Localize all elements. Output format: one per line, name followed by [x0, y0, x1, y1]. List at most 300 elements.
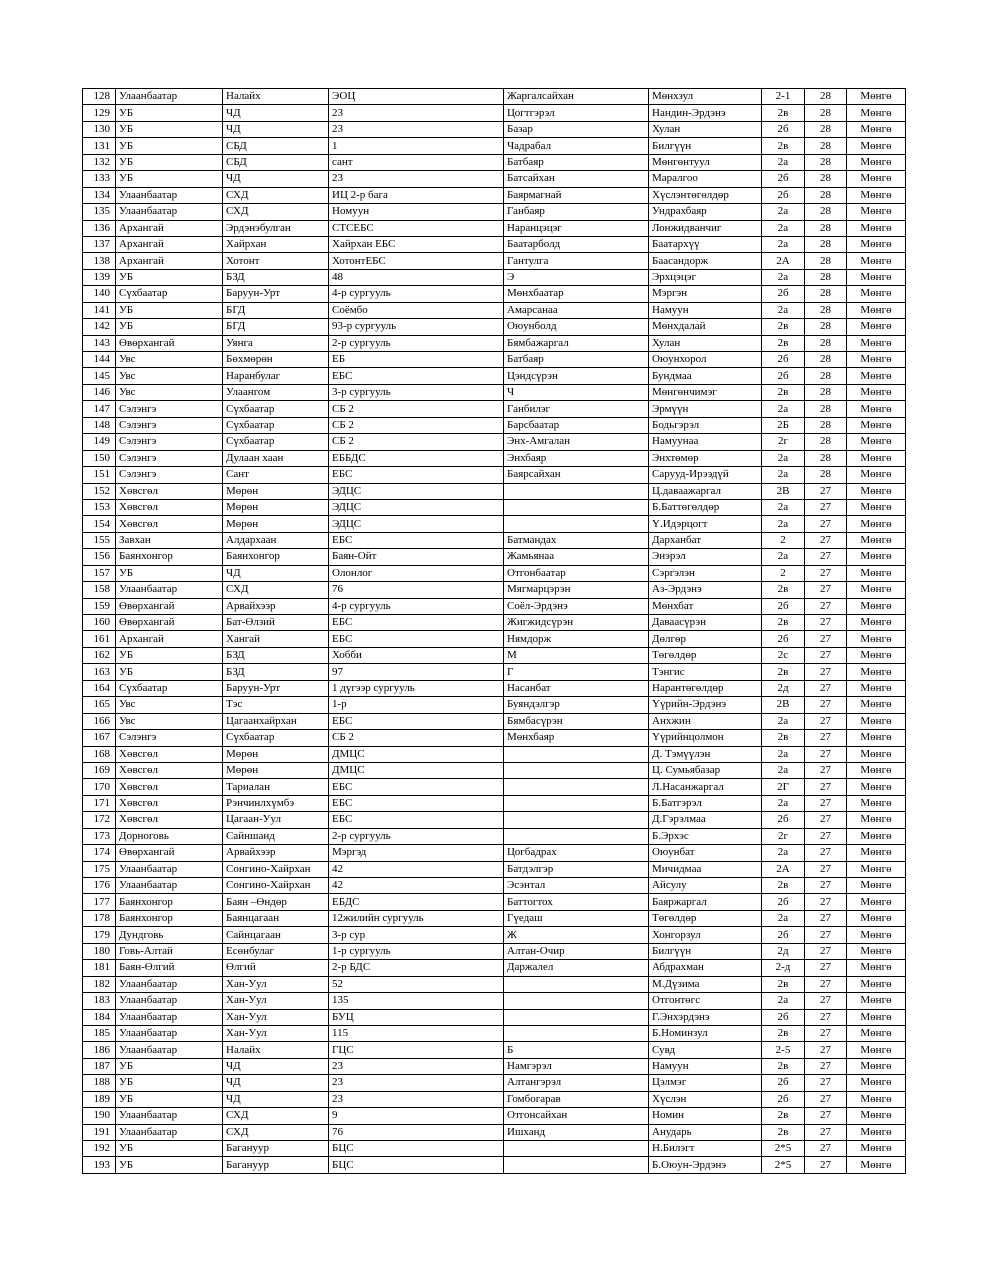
table-row — [83, 762, 906, 778]
medal-cell: Мөнгө — [847, 335, 906, 351]
medal-cell: Мөнгө — [847, 845, 906, 861]
class-cell: 2в — [762, 138, 805, 154]
row-number: 133 — [83, 171, 116, 187]
region-cell: Улаанбаатар — [116, 1108, 223, 1124]
table-row — [83, 236, 906, 252]
student-cell: Билгүүн — [649, 943, 762, 959]
row-number: 165 — [83, 697, 116, 713]
school-cell: СБ 2 — [329, 434, 504, 450]
score-cell: 28 — [805, 302, 847, 318]
school-cell: ЕБДС — [329, 894, 504, 910]
region-cell: Улаанбаатар — [116, 976, 223, 992]
district-cell: ЧД — [223, 1091, 329, 1107]
row-number: 132 — [83, 154, 116, 170]
region-cell: Увс — [116, 352, 223, 368]
medal-cell: Мөнгө — [847, 828, 906, 844]
class-cell: 2 — [762, 532, 805, 548]
region-cell: Дундговь — [116, 927, 223, 943]
medal-cell: Мөнгө — [847, 253, 906, 269]
region-cell: УБ — [116, 154, 223, 170]
class-cell: 2б — [762, 894, 805, 910]
row-number: 186 — [83, 1042, 116, 1058]
region-cell: УБ — [116, 138, 223, 154]
medal-cell: Мөнгө — [847, 467, 906, 483]
student-cell: Цэлмэг — [649, 1075, 762, 1091]
school-cell: ЭДЦС — [329, 516, 504, 532]
school-cell: 23 — [329, 1058, 504, 1074]
teacher-cell: Бямбажаргал — [504, 335, 649, 351]
score-cell: 27 — [805, 582, 847, 598]
student-cell: Аз-Эрдэнэ — [649, 582, 762, 598]
school-cell: ЕБС — [329, 812, 504, 828]
score-cell: 27 — [805, 845, 847, 861]
region-cell: УБ — [116, 302, 223, 318]
table-row — [83, 746, 906, 762]
teacher-cell — [504, 483, 649, 499]
medal-cell: Мөнгө — [847, 1075, 906, 1091]
school-cell: 23 — [329, 171, 504, 187]
row-number: 189 — [83, 1091, 116, 1107]
region-cell: Архангай — [116, 236, 223, 252]
district-cell: Уянга — [223, 335, 329, 351]
row-number: 160 — [83, 615, 116, 631]
medal-cell: Мөнгө — [847, 499, 906, 515]
school-cell: ГЦС — [329, 1042, 504, 1058]
teacher-cell: Эсэнтал — [504, 878, 649, 894]
region-cell: УБ — [116, 121, 223, 137]
teacher-cell: Отгонбаатар — [504, 565, 649, 581]
class-cell: 2в — [762, 105, 805, 121]
district-cell: ЧД — [223, 105, 329, 121]
student-cell: Төгөлдөр — [649, 647, 762, 663]
medal-cell: Мөнгө — [847, 352, 906, 368]
school-cell: Соёмбо — [329, 302, 504, 318]
teacher-cell — [504, 828, 649, 844]
district-cell: Цагаанхайрхан — [223, 713, 329, 729]
region-cell: Архангай — [116, 253, 223, 269]
table-row — [83, 549, 906, 565]
row-number: 138 — [83, 253, 116, 269]
student-cell: Нандин-Эрдэнэ — [649, 105, 762, 121]
school-cell: ЕБС — [329, 615, 504, 631]
score-cell: 28 — [805, 269, 847, 285]
region-cell: Улаанбаатар — [116, 582, 223, 598]
medal-cell: Мөнгө — [847, 1042, 906, 1058]
region-cell: Говь-Алтай — [116, 943, 223, 959]
district-cell: ЧД — [223, 565, 329, 581]
row-number: 142 — [83, 319, 116, 335]
table-row — [83, 1009, 906, 1025]
district-cell: Сүхбаатар — [223, 401, 329, 417]
class-cell: 2б — [762, 121, 805, 137]
student-cell: Мөнхзул — [649, 89, 762, 105]
score-cell: 27 — [805, 1091, 847, 1107]
table-row — [83, 730, 906, 746]
region-cell: Завхан — [116, 532, 223, 548]
score-cell: 27 — [805, 795, 847, 811]
score-cell: 27 — [805, 713, 847, 729]
student-cell: Энэрэл — [649, 549, 762, 565]
row-number: 152 — [83, 483, 116, 499]
medal-cell: Мөнгө — [847, 1157, 906, 1173]
score-cell: 28 — [805, 434, 847, 450]
row-number: 179 — [83, 927, 116, 943]
class-cell: 2в — [762, 319, 805, 335]
student-cell: Намуун — [649, 1058, 762, 1074]
district-cell: БЗД — [223, 647, 329, 663]
school-cell: ЕБС — [329, 532, 504, 548]
district-cell: Тэс — [223, 697, 329, 713]
medal-cell: Мөнгө — [847, 269, 906, 285]
table-row — [83, 171, 906, 187]
medal-cell: Мөнгө — [847, 89, 906, 105]
score-cell: 27 — [805, 812, 847, 828]
district-cell: Бөхмөрөн — [223, 352, 329, 368]
district-cell: БГД — [223, 319, 329, 335]
region-cell: УБ — [116, 1091, 223, 1107]
student-cell: Н.Билэгт — [649, 1141, 762, 1157]
row-number: 166 — [83, 713, 116, 729]
score-cell: 27 — [805, 631, 847, 647]
table-row — [83, 89, 906, 105]
school-cell: 115 — [329, 1025, 504, 1041]
teacher-cell: Отгонсайхан — [504, 1108, 649, 1124]
school-cell: 4-р сургууль — [329, 286, 504, 302]
district-cell: Налайх — [223, 89, 329, 105]
class-cell: 2-д — [762, 960, 805, 976]
score-cell: 27 — [805, 483, 847, 499]
table-row — [83, 154, 906, 170]
table-row — [83, 138, 906, 154]
medal-cell: Мөнгө — [847, 549, 906, 565]
region-cell: Улаанбаатар — [116, 1042, 223, 1058]
student-cell: Мэргэн — [649, 286, 762, 302]
row-number: 169 — [83, 762, 116, 778]
score-cell: 27 — [805, 828, 847, 844]
class-cell: 2в — [762, 582, 805, 598]
class-cell: 2в — [762, 615, 805, 631]
table-row — [83, 1157, 906, 1173]
teacher-cell: Оюунболд — [504, 319, 649, 335]
region-cell: УБ — [116, 565, 223, 581]
district-cell: Сайншанд — [223, 828, 329, 844]
class-cell: 2б — [762, 927, 805, 943]
medal-cell: Мөнгө — [847, 976, 906, 992]
student-cell: Мичидмаа — [649, 861, 762, 877]
medal-cell: Мөнгө — [847, 762, 906, 778]
teacher-cell — [504, 762, 649, 778]
class-cell: 2в — [762, 335, 805, 351]
table-row — [83, 1091, 906, 1107]
teacher-cell: Батсайхан — [504, 171, 649, 187]
school-cell: ЕБС — [329, 795, 504, 811]
score-cell: 28 — [805, 204, 847, 220]
school-cell: СБ 2 — [329, 401, 504, 417]
score-cell: 27 — [805, 1141, 847, 1157]
class-cell: 2б — [762, 171, 805, 187]
teacher-cell — [504, 993, 649, 1009]
class-cell: 2Б — [762, 417, 805, 433]
student-cell: Абдрахман — [649, 960, 762, 976]
class-cell: 2А — [762, 861, 805, 877]
row-number: 148 — [83, 417, 116, 433]
student-cell: Нарантөгөлдөр — [649, 680, 762, 696]
student-cell: Эрхцэцэг — [649, 269, 762, 285]
medal-cell: Мөнгө — [847, 138, 906, 154]
medal-cell: Мөнгө — [847, 598, 906, 614]
class-cell: 2в — [762, 1025, 805, 1041]
score-cell: 27 — [805, 680, 847, 696]
district-cell: Сант — [223, 467, 329, 483]
row-number: 130 — [83, 121, 116, 137]
medal-cell: Мөнгө — [847, 121, 906, 137]
class-cell: 2а — [762, 746, 805, 762]
region-cell: Улаанбаатар — [116, 1009, 223, 1025]
score-cell: 27 — [805, 565, 847, 581]
row-number: 155 — [83, 532, 116, 548]
medal-cell: Мөнгө — [847, 286, 906, 302]
district-cell: ЧД — [223, 1058, 329, 1074]
school-cell: ЕБС — [329, 467, 504, 483]
teacher-cell: Гомбогарав — [504, 1091, 649, 1107]
district-cell: Багануур — [223, 1141, 329, 1157]
district-cell: Мөрөн — [223, 499, 329, 515]
region-cell: УБ — [116, 319, 223, 335]
school-cell: 93-р сургууль — [329, 319, 504, 335]
table-row — [83, 795, 906, 811]
student-cell: Баяржаргал — [649, 894, 762, 910]
class-cell: 2а — [762, 269, 805, 285]
score-cell: 27 — [805, 1075, 847, 1091]
table-row — [83, 582, 906, 598]
score-cell: 28 — [805, 138, 847, 154]
score-cell: 27 — [805, 976, 847, 992]
school-cell: 1-р сургууль — [329, 943, 504, 959]
class-cell: 2б — [762, 352, 805, 368]
table-row — [83, 368, 906, 384]
medal-cell: Мөнгө — [847, 795, 906, 811]
district-cell: Хан-Уул — [223, 1025, 329, 1041]
score-cell: 28 — [805, 384, 847, 400]
class-cell: 2б — [762, 812, 805, 828]
school-cell: 42 — [329, 878, 504, 894]
teacher-cell: Насанбат — [504, 680, 649, 696]
medal-cell: Мөнгө — [847, 187, 906, 203]
teacher-cell: Б — [504, 1042, 649, 1058]
student-cell: Оюунбат — [649, 845, 762, 861]
student-cell: Б.Баттөгөлдөр — [649, 499, 762, 515]
medal-cell: Мөнгө — [847, 615, 906, 631]
score-cell: 28 — [805, 253, 847, 269]
district-cell: СХД — [223, 582, 329, 598]
district-cell: ЧД — [223, 171, 329, 187]
table-row — [83, 598, 906, 614]
score-cell: 27 — [805, 1009, 847, 1025]
region-cell: УБ — [116, 269, 223, 285]
medal-cell: Мөнгө — [847, 582, 906, 598]
district-cell: Эрдэнэбулган — [223, 220, 329, 236]
class-cell: 2-1 — [762, 89, 805, 105]
district-cell: Өлгий — [223, 960, 329, 976]
region-cell: Архангай — [116, 220, 223, 236]
district-cell: ЧД — [223, 1075, 329, 1091]
table-row — [83, 713, 906, 729]
medal-cell: Мөнгө — [847, 171, 906, 187]
student-cell: Б.Номинзул — [649, 1025, 762, 1041]
class-cell: 2б — [762, 187, 805, 203]
district-cell: Сүхбаатар — [223, 434, 329, 450]
school-cell: СТСЕБС — [329, 220, 504, 236]
table-row — [83, 401, 906, 417]
student-cell: Хонгорзул — [649, 927, 762, 943]
class-cell: 2а — [762, 302, 805, 318]
medal-cell: Мөнгө — [847, 713, 906, 729]
school-cell: ЕБС — [329, 631, 504, 647]
district-cell: СХД — [223, 1108, 329, 1124]
district-cell: Хотонт — [223, 253, 329, 269]
region-cell: Улаанбаатар — [116, 187, 223, 203]
row-number: 150 — [83, 450, 116, 466]
medal-cell: Мөнгө — [847, 105, 906, 121]
teacher-cell: Мөнхбаяр — [504, 730, 649, 746]
row-number: 172 — [83, 812, 116, 828]
table-row — [83, 187, 906, 203]
score-cell: 27 — [805, 910, 847, 926]
score-cell: 28 — [805, 89, 847, 105]
row-number: 190 — [83, 1108, 116, 1124]
school-cell: 76 — [329, 582, 504, 598]
school-cell: 23 — [329, 121, 504, 137]
score-cell: 27 — [805, 1124, 847, 1140]
class-cell: 2а — [762, 713, 805, 729]
table-row — [83, 910, 906, 926]
row-number: 175 — [83, 861, 116, 877]
school-cell: 9 — [329, 1108, 504, 1124]
student-cell: Мөнгөнтуул — [649, 154, 762, 170]
table-row — [83, 664, 906, 680]
student-cell: Хулан — [649, 335, 762, 351]
student-cell: Хүслэн — [649, 1091, 762, 1107]
row-number: 170 — [83, 779, 116, 795]
table-row — [83, 779, 906, 795]
row-number: 176 — [83, 878, 116, 894]
row-number: 149 — [83, 434, 116, 450]
student-cell: Баасандорж — [649, 253, 762, 269]
medal-cell: Мөнгө — [847, 1058, 906, 1074]
district-cell: Хан-Уул — [223, 993, 329, 1009]
region-cell: Өвөрхангай — [116, 335, 223, 351]
score-cell: 27 — [805, 516, 847, 532]
table-row — [83, 434, 906, 450]
class-cell: 2д — [762, 680, 805, 696]
region-cell: Улаанбаатар — [116, 204, 223, 220]
row-number: 193 — [83, 1157, 116, 1173]
score-cell: 28 — [805, 236, 847, 252]
school-cell: ЭОЦ — [329, 89, 504, 105]
score-cell: 27 — [805, 664, 847, 680]
table-row — [83, 1141, 906, 1157]
school-cell: ЕББДС — [329, 450, 504, 466]
region-cell: Улаанбаатар — [116, 993, 223, 1009]
teacher-cell: Ж — [504, 927, 649, 943]
row-number: 128 — [83, 89, 116, 105]
teacher-cell: Базар — [504, 121, 649, 137]
region-cell: Хөвсгөл — [116, 779, 223, 795]
row-number: 178 — [83, 910, 116, 926]
class-cell: 2д — [762, 943, 805, 959]
region-cell: Улаанбаатар — [116, 89, 223, 105]
row-number: 173 — [83, 828, 116, 844]
medal-cell: Мөнгө — [847, 450, 906, 466]
region-cell: Улаанбаатар — [116, 1124, 223, 1140]
school-cell: 42 — [329, 861, 504, 877]
table-row — [83, 335, 906, 351]
table-row — [83, 697, 906, 713]
row-number: 154 — [83, 516, 116, 532]
score-cell: 27 — [805, 615, 847, 631]
student-cell: Тэнгис — [649, 664, 762, 680]
class-cell: 2а — [762, 549, 805, 565]
class-cell: 2а — [762, 795, 805, 811]
teacher-cell: Мөнхбаатар — [504, 286, 649, 302]
medal-cell: Мөнгө — [847, 730, 906, 746]
medal-cell: Мөнгө — [847, 993, 906, 1009]
class-cell: 2б — [762, 631, 805, 647]
medal-cell: Мөнгө — [847, 1124, 906, 1140]
teacher-cell: Буяндэлгэр — [504, 697, 649, 713]
medal-cell: Мөнгө — [847, 927, 906, 943]
row-number: 135 — [83, 204, 116, 220]
class-cell: 2 — [762, 565, 805, 581]
medal-cell: Мөнгө — [847, 1025, 906, 1041]
class-cell: 2г — [762, 828, 805, 844]
class-cell: 2А — [762, 253, 805, 269]
student-cell: Б.Батгэрэл — [649, 795, 762, 811]
medal-cell: Мөнгө — [847, 236, 906, 252]
student-cell: Үүрийнцолмон — [649, 730, 762, 746]
medal-cell: Мөнгө — [847, 910, 906, 926]
school-cell: ДМЦС — [329, 762, 504, 778]
district-cell: БЗД — [223, 269, 329, 285]
score-cell: 28 — [805, 450, 847, 466]
row-number: 146 — [83, 384, 116, 400]
school-cell: 52 — [329, 976, 504, 992]
school-cell: 3-р сур — [329, 927, 504, 943]
teacher-cell: Амарсанаа — [504, 302, 649, 318]
class-cell: 2а — [762, 499, 805, 515]
school-cell: 23 — [329, 1075, 504, 1091]
table-row — [83, 302, 906, 318]
table-row — [83, 631, 906, 647]
score-cell: 28 — [805, 335, 847, 351]
region-cell: Хөвсгөл — [116, 499, 223, 515]
student-cell: Номин — [649, 1108, 762, 1124]
medal-cell: Мөнгө — [847, 384, 906, 400]
row-number: 151 — [83, 467, 116, 483]
medal-cell: Мөнгө — [847, 1091, 906, 1107]
score-cell: 28 — [805, 352, 847, 368]
teacher-cell: Ганбилэг — [504, 401, 649, 417]
teacher-cell: Чадрабал — [504, 138, 649, 154]
table-row — [83, 269, 906, 285]
district-cell: Сүхбаатар — [223, 417, 329, 433]
district-cell: БГД — [223, 302, 329, 318]
school-cell: Хайрхан ЕБС — [329, 236, 504, 252]
row-number: 167 — [83, 730, 116, 746]
school-cell: 3-р сургууль — [329, 384, 504, 400]
score-cell: 27 — [805, 927, 847, 943]
school-cell: 97 — [329, 664, 504, 680]
